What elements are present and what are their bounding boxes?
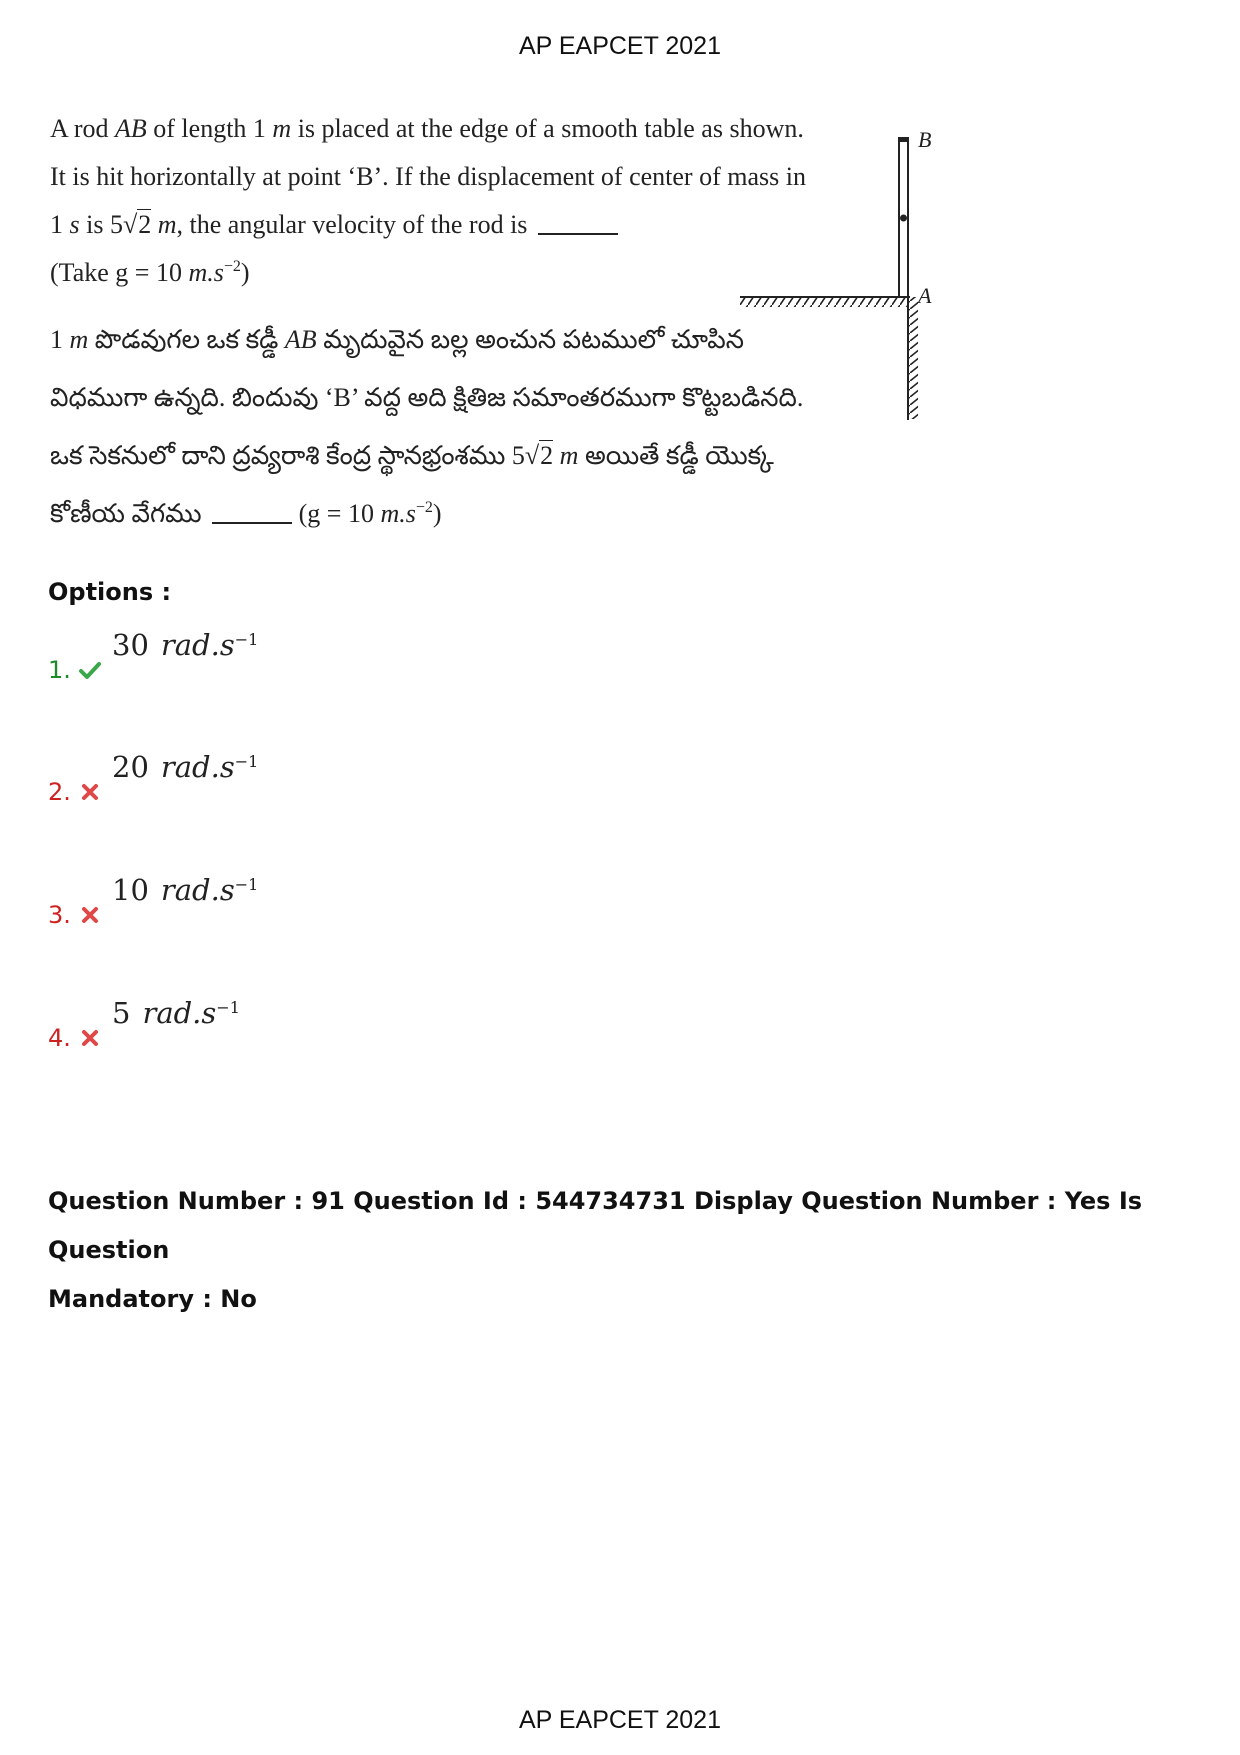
question-metadata <box>48 1177 1198 1324</box>
table-top-hatch <box>740 297 908 307</box>
center-of-mass-dot <box>900 215 907 222</box>
cross-icon <box>78 903 102 927</box>
option-text: 5 $rad.s^{-1}$ <box>112 996 240 1030</box>
rod-end-b <box>898 137 909 142</box>
question-telugu: 1 m పొడవుగల ఒక కడ్డీ AB మృదువైన బల్ల అంచున పటములో చూపిన విధముగా ఉన్నది. బిందువు ‘B’ వద్ద అది క్షితిజ సమాంతరముగా కొట్టబడినది. ఒక సెకనులో దాని ద్రవ్యరాశి కేంద్ర స్థానభ్రంశము 5√2 m అయితే కడ్డీ యొక్క కోణీయ వేగము (g = 10 $m.s^{-2}$) <box>50 325 804 528</box>
metadata-line-1: Question Number : 91 Question Id : 544734731 Display Question Number : Yes Is Question <box>48 1187 1143 1264</box>
option-text: 20 $rad.s^{-1}$ <box>112 750 259 784</box>
question-text <box>50 105 806 543</box>
option-number: 1. <box>48 656 71 684</box>
option-text: 10 $rad.s^{-1}$ <box>112 873 259 907</box>
answer-blank-telugu <box>212 502 292 524</box>
question-english: A rod AB of length 1 m is placed at the edge of a smooth table as shown. It is hit horizontally at point ‘B’. If the displacement of center of mass in 1 s is 5√2 m, the angular velocity of the rod is (Take g = 10 $m.s^{-2}$) <box>50 114 806 287</box>
diagram-svg <box>740 125 940 425</box>
options-label: Options : <box>48 578 172 606</box>
page-footer: AP EAPCET 2021 <box>519 1706 721 1734</box>
cross-icon <box>78 1026 102 1050</box>
option-number: 3. <box>48 901 71 929</box>
check-icon <box>78 658 102 682</box>
page-header: AP EAPCET 2021 <box>519 32 721 60</box>
option-number: 2. <box>48 778 71 806</box>
option-number: 4. <box>48 1024 71 1052</box>
label-a: A <box>918 283 932 308</box>
option-text: 30 $rad.s^{-1}$ <box>112 628 259 662</box>
table-edge-hatch <box>908 297 918 419</box>
metadata-line-2: Mandatory : No <box>48 1285 257 1313</box>
cross-icon <box>78 780 102 804</box>
rod-on-table-diagram <box>740 125 940 425</box>
label-b: B <box>918 127 932 152</box>
answer-blank <box>538 213 618 235</box>
